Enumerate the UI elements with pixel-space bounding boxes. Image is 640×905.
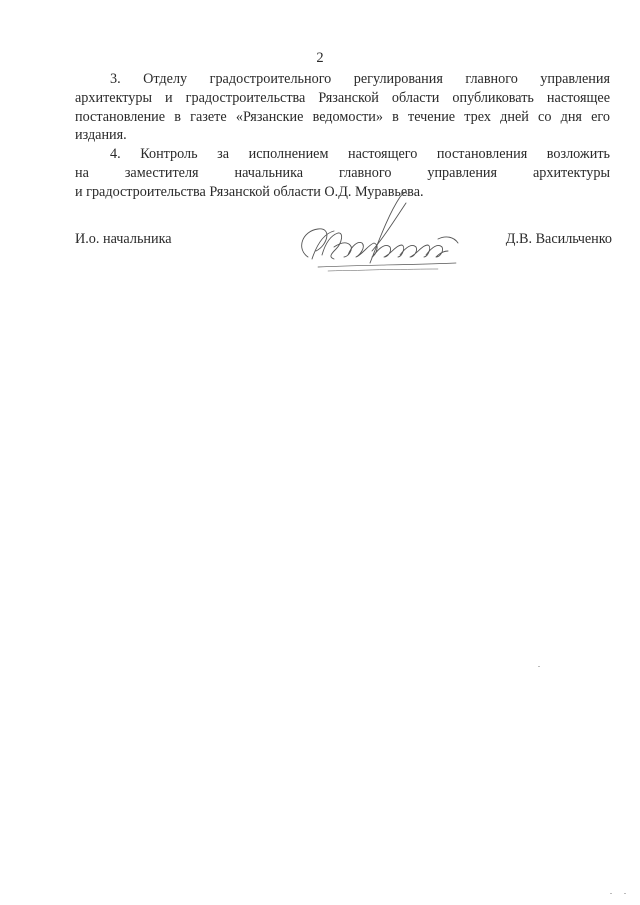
paragraph-3-line-3: постановление в газете «Рязанские ведомости» в течение трех дней со дня его — [75, 108, 610, 125]
paragraph-3-line-2: архитектуры и градостроительства Рязанской области опубликовать настоящее — [75, 89, 610, 106]
page-number: 2 — [316, 50, 324, 66]
paragraph-4-line-2: на заместителя начальника главного управления архитектуры — [75, 164, 610, 181]
signatory-name: Д.В. Васильченко — [505, 231, 612, 247]
scan-speck — [538, 666, 540, 667]
paragraph-4-line-1: 4. Контроль за исполнением настоящего постановления возложить — [110, 146, 610, 163]
signatory-title: И.о. начальника — [75, 231, 172, 247]
scan-speck — [610, 893, 612, 894]
paragraph-3-line-4: издания. — [75, 127, 127, 144]
handwritten-signature — [288, 185, 473, 275]
paragraph-3-line-1: 3. Отделу градостроительного регулирования главного управления — [110, 71, 610, 87]
document-body — [75, 70, 610, 202]
scan-speck — [624, 893, 626, 894]
paragraph-3 — [75, 70, 610, 145]
paragraph-4-line-3: и градостроительства Рязанской области О.Д. Муравьева. — [75, 183, 424, 200]
